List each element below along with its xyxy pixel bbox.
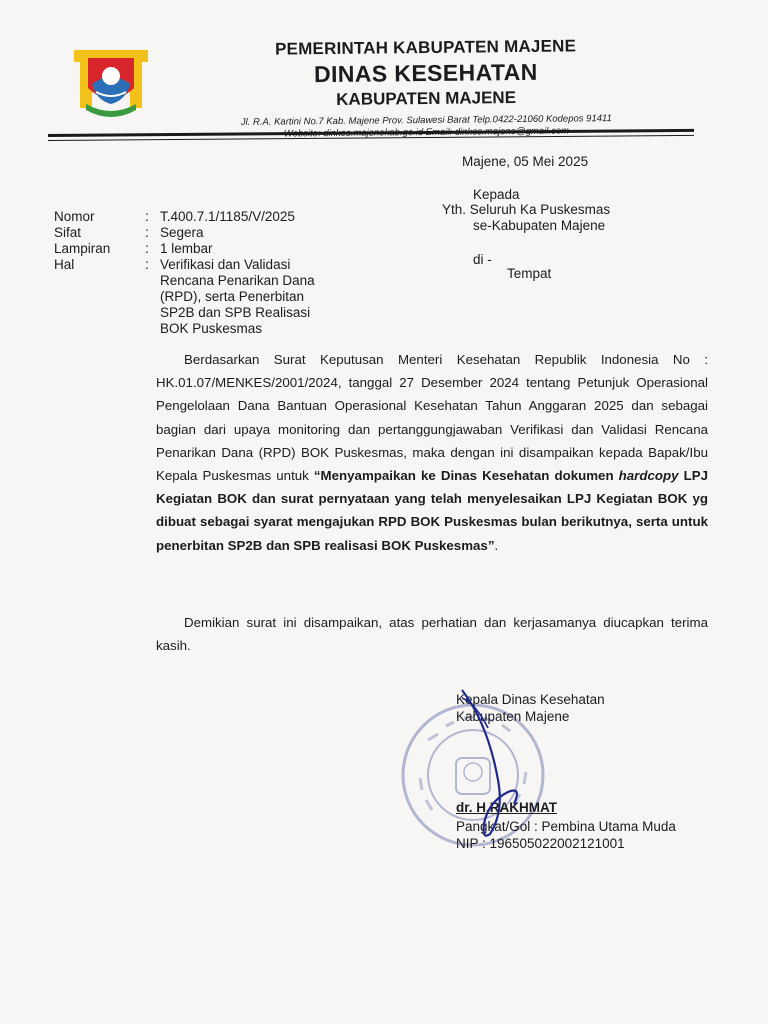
body-p1-bold-b: LPJ Kegiatan BOK dan surat pernyataan yang telah menyelesaikan LPJ Kegiatan BOK yg dibuat sebagai syarat mengajukan RPD BOK Puskesmas bulan berikutnya, serta untuk penerbitan SP2B dan SPB realisasi BOK Puskesmas” (156, 468, 708, 553)
body-p2-text: Demikian surat ini disampaikan, atas perhatian dan kerjasamanya diucapkan terima kasih. (156, 615, 708, 654)
meta-hal-line: BOK Puskesmas (160, 321, 263, 336)
signature-name: dr. H.RAKHMAT (456, 800, 557, 815)
meta-hal-line: (RPD), serta Penerbitan (160, 289, 305, 304)
letterhead-address: Jl. R.A. Kartini No.7 Kab. Majene Prov. Sulawesi Barat Telp.0422-21060 Kodepos 91411 (240, 113, 612, 128)
recipient-line1: Yth. Seluruh Ka Puskesmas (442, 202, 611, 217)
meta-sifat-label: Sifat (54, 225, 82, 240)
meta-nomor-label: Nomor (54, 209, 95, 224)
letterhead-government: PEMERINTAH KABUPATEN MAJENE (274, 36, 577, 59)
letterhead-agency: DINAS KESEHATAN (313, 58, 538, 88)
meta-colon: : (145, 209, 149, 224)
body-p1-bold-italic: hardcopy (618, 468, 679, 484)
meta-sifat-value: Segera (160, 225, 204, 240)
body-paragraph-1 (156, 348, 708, 557)
letterhead-regency: KABUPATEN MAJENE (336, 88, 517, 109)
meta-hal-line: SP2B dan SPB Realisasi (160, 305, 311, 320)
recipient-tempat: Tempat (507, 266, 552, 281)
recipient-kepada: Kepada (473, 187, 520, 202)
meta-hal-line: Verifikasi dan Validasi (160, 257, 291, 272)
signature-rank: Pangkat/Gol : Pembina Utama Muda (456, 819, 676, 834)
meta-colon: : (145, 225, 149, 240)
signature-nip: NIP : 196505022002121001 (456, 836, 625, 851)
recipient-line2: se-Kabupaten Majene (473, 218, 606, 233)
signature-title-2: Kabupaten Majene (456, 709, 570, 724)
meta-hal-label: Hal (54, 257, 75, 272)
letterhead (195, 36, 656, 142)
handwritten-signature (418, 684, 578, 844)
body-p1-end: . (494, 537, 499, 553)
meta-lampiran-label: Lampiran (54, 241, 111, 256)
meta-colon: : (145, 241, 149, 256)
meta-lampiran-value: 1 lembar (160, 241, 213, 256)
meta-hal-line: Rencana Penarikan Dana (160, 273, 315, 288)
letter-date: Majene, 05 Mei 2025 (462, 154, 589, 169)
body-p1-text: Berdasarkan Surat Keputusan Menteri Kesehatan Republik Indonesia No : HK.01.07/MENKES/2001/2024, tanggal 27 Desember 2024 tentang Petunjuk Operasional Pengelolaan Dana Bantuan Operasional Kesehatan Tahun Anggaran 2025 dan sebagai bagian dari upaya monitoring dan pertanggungjawaban Verifikasi dan Validasi Rencana Penarikan Dana (RPD) BOK Puskesmas, maka dengan ini disampaikan kepada Bapak/Ibu Kepala Puskesmas untuk (156, 352, 708, 484)
meta-colon: : (145, 257, 149, 272)
majene-regency-logo (66, 44, 156, 122)
body-p1-bold-a: “Menyampaikan ke Dinas Kesehatan dokumen (313, 468, 619, 484)
meta-nomor-value: T.400.7.1/1185/V/2025 (160, 209, 295, 224)
recipient-di: di - (473, 252, 492, 267)
body-paragraph-2 (156, 611, 708, 657)
signature-title-1: Kepala Dinas Kesehatan (456, 692, 605, 707)
